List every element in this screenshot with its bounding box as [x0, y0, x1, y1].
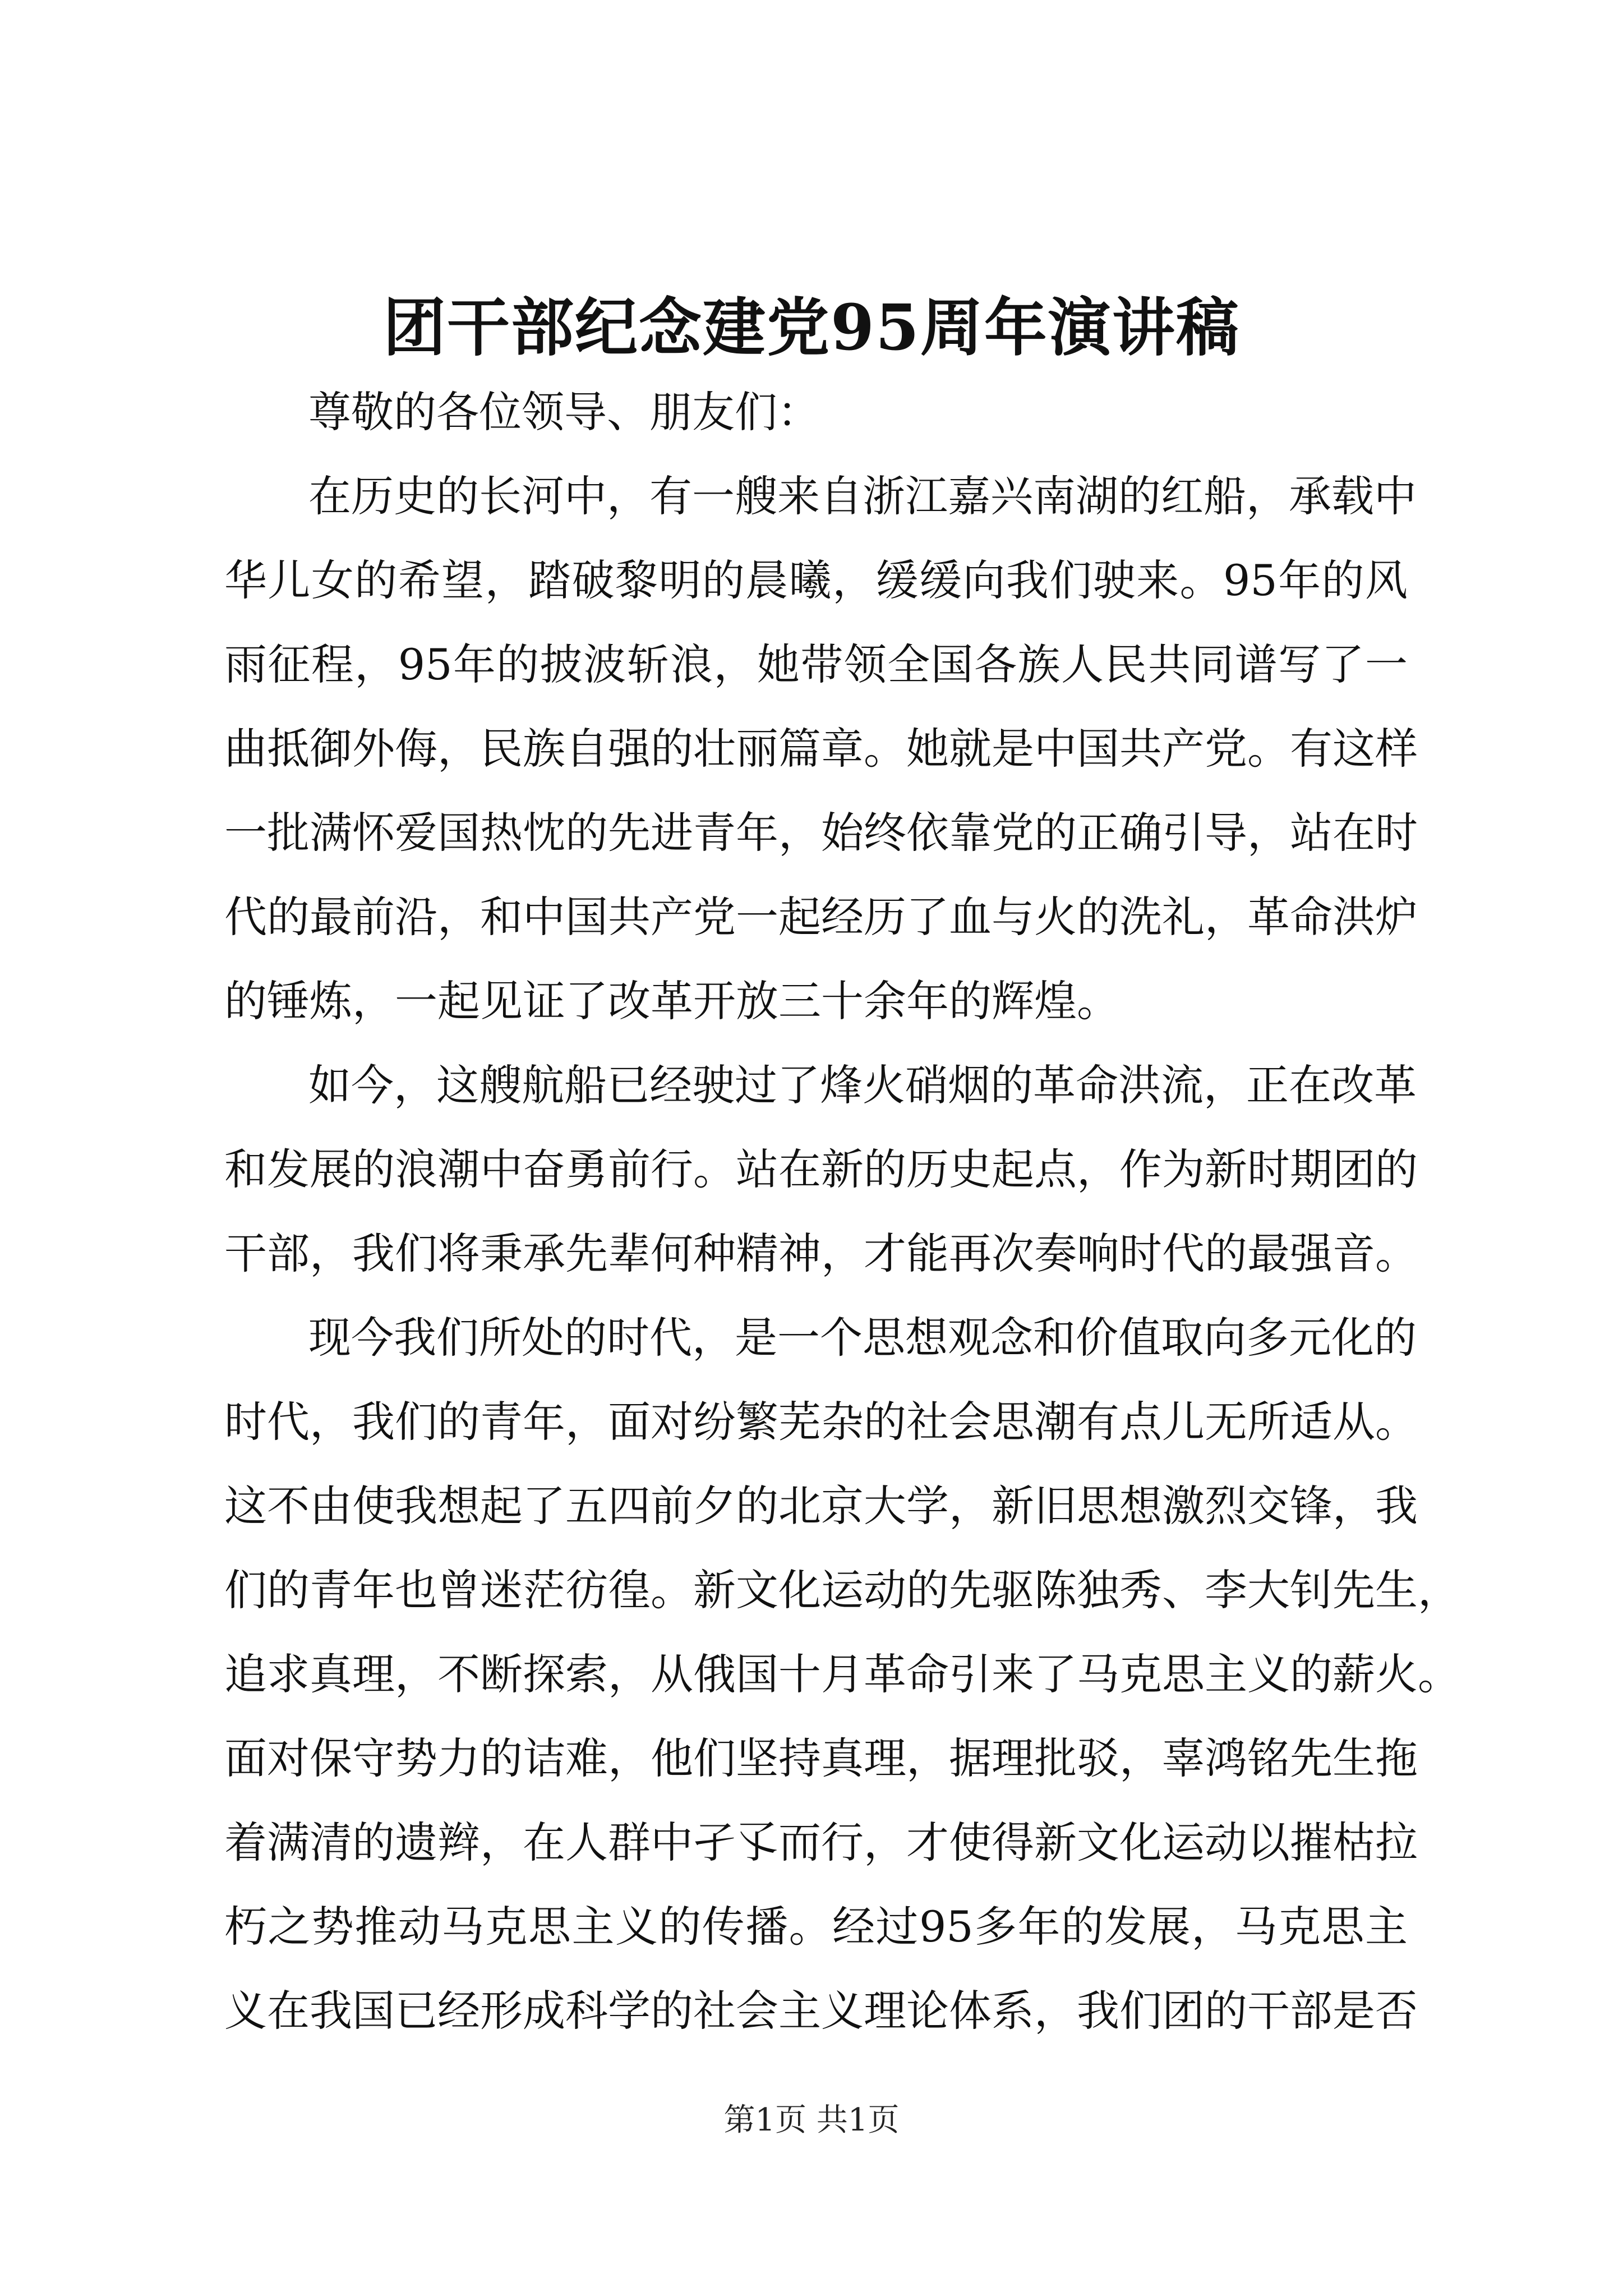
- paragraph-3-line-3: 这不由使我想起了五四前夕的北京大学，新旧思想激烈交锋，我: [224, 1481, 1418, 1531]
- paragraph-1-line-3: 雨征程，95年的披波斩浪，她带领全国各族人民共同谱写了一: [224, 639, 1408, 689]
- paragraph-2-line-3: 干部，我们将秉承先辈何种精神，才能再次奏响时代的最强音。: [224, 1228, 1418, 1278]
- paragraph-3-line-4: 们的青年也曾迷茫彷徨。新文化运动的先驱陈独秀、李大钊先生，: [224, 1565, 1460, 1615]
- paragraph-3-line-7: 着满清的遗辫，在人群中孑孓而行，才使得新文化运动以摧枯拉: [224, 1818, 1418, 1867]
- paragraph-1-line-6: 代的最前沿，和中国共产党一起经历了血与火的洗礼，革命洪炉: [224, 892, 1418, 942]
- salutation: 尊敬的各位领导、朋友们：: [308, 387, 820, 437]
- paragraph-3-line-6: 面对保守势力的诘难，他们坚持真理，据理批驳，辜鸿铭先生拖: [224, 1733, 1418, 1783]
- document-title: 团干部纪念建党95周年演讲稿: [383, 291, 1240, 365]
- paragraph-1-line-7: 的锤炼，一起见证了改革开放三十余年的辉煌。: [224, 976, 1119, 1026]
- paragraph-3-line-2: 时代，我们的青年，面对纷繁芜杂的社会思潮有点儿无所适从。: [224, 1397, 1418, 1447]
- paragraph-1-line-2: 华儿女的希望，踏破黎明的晨曦，缓缓向我们驶来。95年的风: [224, 555, 1408, 605]
- paragraph-1-line-1: 在历史的长河中，有一艘来自浙江嘉兴南湖的红船，承载中: [308, 471, 1417, 521]
- paragraph-3-line-1: 现今我们所处的时代，是一个思想观念和价值取向多元化的: [308, 1313, 1417, 1363]
- paragraph-3-line-8: 朽之势推动马克思主义的传播。经过95多年的发展，马克思主: [224, 1902, 1408, 1952]
- paragraph-1-line-5: 一批满怀爱国热忱的先进青年，始终依靠党的正确引导，站在时: [224, 808, 1418, 858]
- paragraph-2-line-2: 和发展的浪潮中奋勇前行。站在新的历史起点，作为新时期团的: [224, 1144, 1418, 1194]
- paragraph-3-line-5: 追求真理，不断探索，从俄国十月革命引来了马克思主义的薪火。: [224, 1649, 1460, 1699]
- paragraph-1-line-4: 曲抵御外侮，民族自强的壮丽篇章。她就是中国共产党。有这样: [224, 724, 1418, 774]
- paragraph-2-line-1: 如今，这艘航船已经驶过了烽火硝烟的革命洪流，正在改革: [308, 1060, 1417, 1110]
- paragraph-3-line-9: 义在我国已经形成科学的社会主义理论体系，我们团的干部是否: [224, 1986, 1418, 2036]
- page-number-footer: 第1页 共1页: [723, 2102, 900, 2138]
